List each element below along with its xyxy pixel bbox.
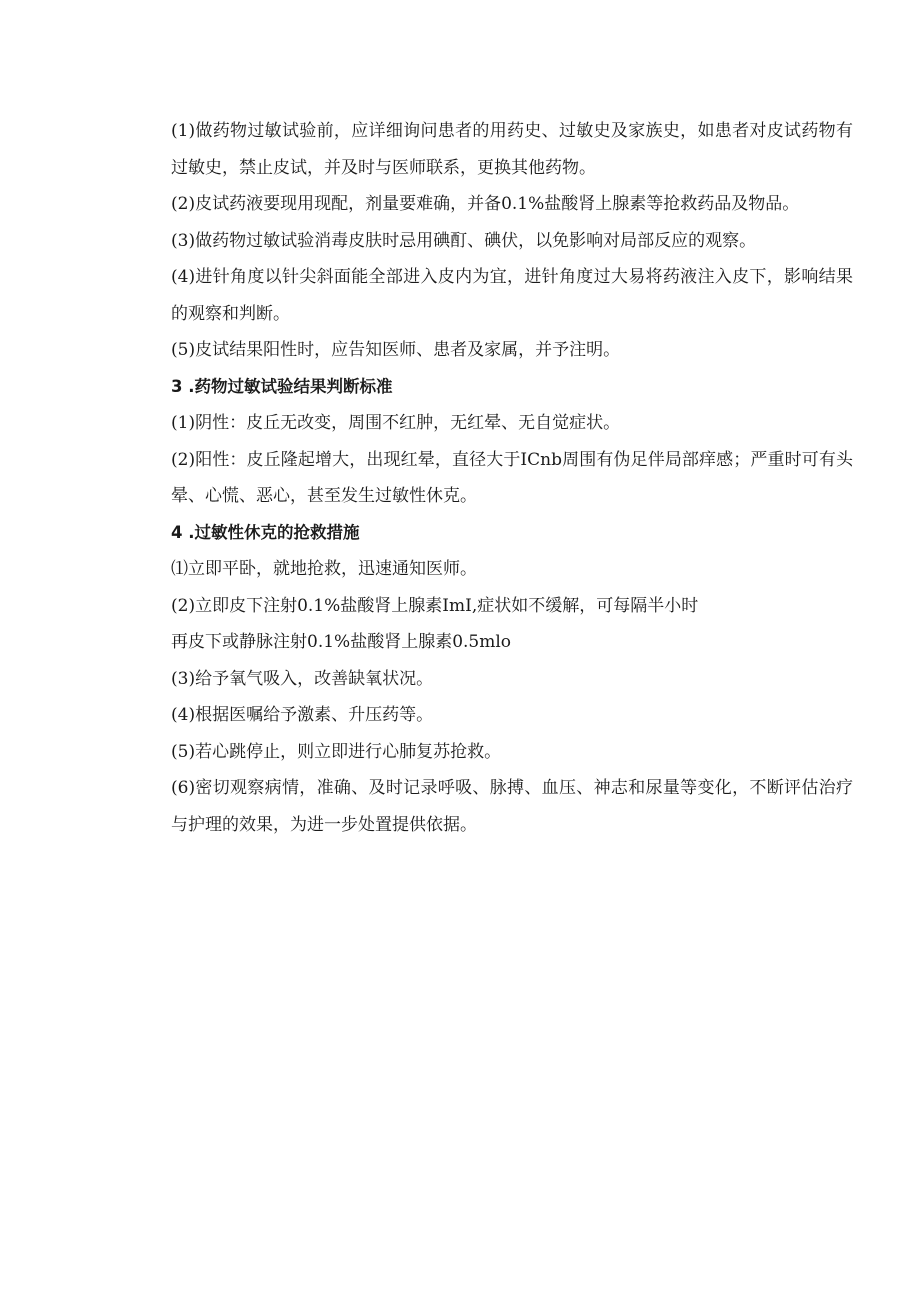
paragraph-positive-result-notice: (5)皮试结果阳性时，应告知医师、患者及家属，并予注明。 [171, 340, 621, 360]
paragraph-epinephrine-repeat: 再皮下或静脉注射0.1%盐酸肾上腺素0.5mlo [171, 632, 512, 652]
document-body [171, 113, 853, 843]
paragraph-lie-flat: ⑴立即平卧，就地抢救，迅速通知医师。 [171, 559, 477, 579]
paragraph-cpr: (5)若心跳停止，则立即进行心肺复苏抢救。 [171, 741, 502, 762]
paragraph-observation: (6)密切观察病情，准确、及时记录呼吸、脉搏、血压、神志和尿量等变化，不断评估治疗与护理的效果，为进一步处置提供依据。 [171, 778, 853, 835]
section-heading-4: 4 .过敏性休克的抢救措施 [171, 522, 360, 542]
section-heading-3: 3 .药物过敏试验结果判断标准 [171, 376, 393, 396]
paragraph-oxygen: (3)给予氧气吸入，改善缺氧状况。 [171, 668, 434, 689]
paragraph-skin-test-history: (1)做药物过敏试验前，应详细询问患者的用药史、过敏史及家族史，如患者对皮试药物有过敏史，禁止皮试，并及时与医师联系，更换其他药物。 [171, 121, 853, 178]
paragraph-negative: (1)阴性：皮丘无改变，周围不红肿，无红晕、无自觉症状。 [171, 413, 621, 433]
paragraph-skin-test-solution: (2)皮试药液要现用现配，剂量要难确，并备0.1%盐酸肾上腺素等抢救药品及物品。 [171, 194, 800, 214]
paragraph-needle-angle: (4)进针角度以针尖斜面能全部进入皮内为宜，进针角度过大易将药液注入皮下，影响结果的观察和判断。 [171, 267, 853, 324]
paragraph-positive: (2)阳性：皮丘隆起增大，出现红晕，直径大于ICnb周围有伪足伴局部痒感；严重时可有头晕、心慌、恶心，甚至发生过敏性休克。 [171, 449, 853, 506]
paragraph-epinephrine-injection: (2)立即皮下注射0.1%盐酸肾上腺素ImI,症状如不缓解，可每隔半小时 [171, 595, 699, 616]
paragraph-disinfection: (3)做药物过敏试验消毒皮肤时忌用碘酊、碘伏，以免影响对局部反应的观察。 [171, 230, 757, 251]
paragraph-hormones: (4)根据医嘱给予激素、升压药等。 [171, 705, 434, 725]
